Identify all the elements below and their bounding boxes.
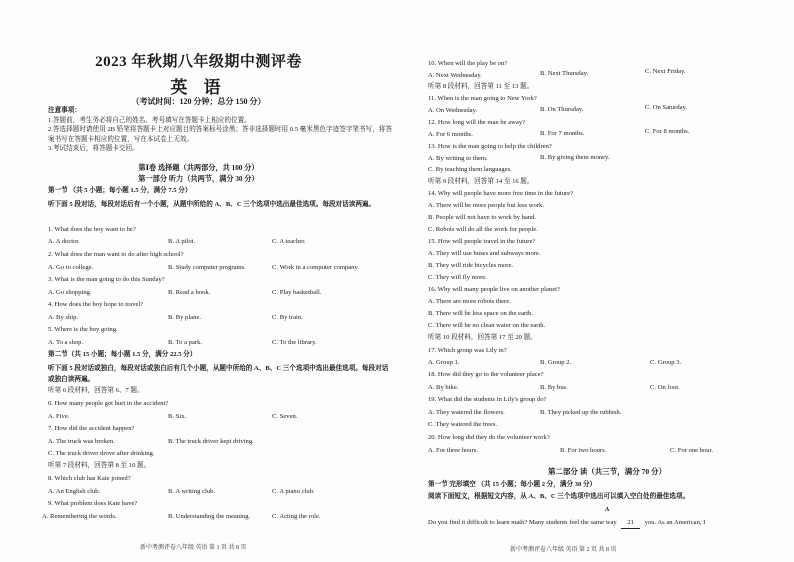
question-text: 6. How many people got hurt in the accident? — [48, 400, 169, 407]
option-c: C. Acting the role. — [272, 513, 321, 520]
question-text: 20. How long did they do the volunteer work? — [428, 434, 550, 441]
option-a: A. There will be more people but less work. — [428, 202, 544, 209]
passage-text-start: Do you find it difficult to learn math? Many students feel the same way — [428, 519, 617, 526]
section1-instructions: 听下面 5 段对话，每段对话后有一个小题，从题中所给的 A、B、C 三个选项中选出最佳选项。每段对话读两遍。 — [48, 201, 376, 208]
passage-label: A — [604, 506, 610, 513]
option-c: C. On Saturday. — [645, 104, 688, 111]
option-b: B. Read a book. — [168, 289, 211, 296]
question-text: 14. Why will people have more free time in the future? — [428, 190, 574, 197]
option-c: C. They watered the trees. — [428, 421, 498, 428]
option-c: C. They will fly more. — [428, 274, 487, 281]
option-a: A. On Wednesday. — [428, 107, 478, 114]
question-text: 16. Why will many people live on another planet? — [428, 286, 560, 293]
part2-heading: 第二部分 读（共三节，满分 70 分） — [547, 467, 667, 476]
question-text: 4. How does the boy hope to travel? — [48, 301, 144, 308]
option-b: B. Next Thursday. — [540, 70, 589, 77]
option-a: A. They will use buses and subways more. — [428, 250, 541, 257]
option-a: A. By bike. — [428, 384, 459, 391]
listening-direction: 听第 8 段材料，回答第 11 至 13 题。 — [428, 83, 534, 90]
question-text: 8. Which club has Kate joined? — [48, 475, 131, 482]
option-c: C. On foot. — [650, 384, 680, 391]
option-a: A. They watered the flowers. — [428, 409, 505, 416]
option-b: B. People will not have to work by hand. — [428, 214, 537, 221]
option-b: B. They picked up the rubbish. — [540, 409, 622, 416]
question-text: 18. How did they go to the volunteer place? — [428, 371, 544, 378]
option-c: C. To the library. — [272, 339, 317, 346]
option-c: C. Next Friday. — [645, 68, 686, 75]
question-text: 3. What is the man going to do this Sunday? — [48, 276, 165, 283]
blank-21[interactable]: 21 — [621, 519, 640, 529]
option-c: C. By teaching them languages. — [428, 166, 512, 173]
option-a: A. Go shopping. — [48, 289, 92, 296]
passage-text-end: you. As an American, I — [644, 519, 706, 526]
option-a: A. For 6 months. — [428, 131, 473, 138]
exam-title: 2023 年秋期八年级期中测评卷 — [95, 54, 302, 70]
option-b: B. The truck driver kept driving. — [168, 438, 254, 445]
listening-direction: 听第 6 段材料，回答第 6、7 题。 — [48, 387, 144, 394]
listening-direction: 听第 10 段材料，回答第 17 至 20 题。 — [428, 334, 537, 341]
question-text: 12. How long will the man be away? — [428, 119, 526, 126]
option-c: C. A piano club. — [272, 488, 315, 495]
option-c: C. Seven. — [272, 413, 298, 420]
section1-title: 第一节 （共 5 小题；每小题 1.5 分，满分 7.5 分） — [48, 187, 192, 194]
section2-title: 第二节（共 15 小题；每小题 1.5 分，满分 22.5 分） — [48, 351, 197, 358]
question-text: 17. Which group was Lily in? — [428, 347, 507, 354]
option-b: B. For 7 months. — [540, 130, 585, 137]
question-text: 13. How is the man going to help the children? — [428, 143, 552, 150]
notice-item: 2.答选择题时请使用 2B 铅笔将答题卡上对应题目的答案标号涂黑；答非选择题时用 0.5 毫米黑色字迹签字笔书写，将答案书写在答题卡相应的位置，写在本试卷上无效。 — [48, 126, 392, 143]
option-c: C. For one hour. — [670, 447, 714, 454]
option-a: A. Next Wednesday. — [428, 72, 482, 79]
question-text: 1. What does the boy want to be? — [48, 226, 136, 233]
option-c: C. A teacher. — [272, 238, 306, 245]
option-a: A. An English club. — [48, 488, 101, 495]
cloze-instructions: 阅读下面短文，根据短文内容，从 A、B、C 三个选项中选出可以填入空白处的最佳选项。 — [428, 493, 690, 500]
notice-heading: 注意事项： — [48, 107, 81, 114]
page-footer: 新中考测评卷八年级 英语 第 1 页 共 8 页 — [140, 545, 247, 551]
option-a: A. By writing to them. — [428, 155, 488, 162]
part-heading: 第一部分 听力（共两节，满分 30 分） — [138, 175, 259, 183]
option-b: B. By plane. — [168, 314, 201, 321]
option-c: C. Group 3. — [650, 359, 682, 366]
option-c: C. Robots will do all the work for people. — [428, 226, 538, 233]
option-b: B. Study computer programs. — [168, 264, 246, 271]
question-text: 15. How will people travel in the future? — [428, 238, 536, 245]
notice-block — [48, 106, 398, 154]
question-text: 11. When is the man going to New York? — [428, 95, 537, 102]
listening-direction: 听第 9 段材料，回答第 14 至 16 题。 — [428, 178, 534, 185]
option-c: C. There will be no clean water on the earth. — [428, 322, 546, 329]
question-text: 19. What did the students in Lily's group do? — [428, 396, 547, 403]
option-b: B. A pilot. — [168, 238, 196, 245]
cloze-section-title: 第一节 完形填空 （共 15 小题；每小题 2 分，满分 30 分） — [428, 481, 597, 488]
option-a: A. Remembering the words. — [42, 513, 117, 520]
exam-meta: （考试时间：120 分钟；总分 150 分） — [131, 97, 266, 106]
exam-subject: 英 语 — [170, 78, 227, 97]
question-text: 5. Where is the boy going. — [48, 326, 118, 333]
passage-text — [428, 519, 705, 529]
question-text: 10. When will the play be on? — [428, 60, 508, 67]
option-b: B. By bus. — [540, 384, 568, 391]
question-text: 7. How did the accident happen? — [48, 425, 135, 432]
option-a: A. Go to college. — [48, 264, 94, 271]
option-a: A. Group 1. — [428, 359, 460, 366]
option-b: B. To a park. — [168, 339, 203, 346]
listening-direction: 听第 7 段材料，回答第 8 至 10 题。 — [48, 462, 151, 469]
option-a: A. A doctor. — [48, 238, 80, 245]
option-a: A. The truck was broken. — [48, 438, 115, 445]
option-b: B. For two hours. — [560, 447, 607, 454]
option-b: B. A writing club. — [168, 488, 216, 495]
question-text: 9. What problem does Kate have? — [48, 500, 138, 507]
option-b: B. On Thursday. — [540, 106, 584, 113]
option-c: C. For 8 months. — [645, 128, 690, 135]
option-c: C. Work in a computer company. — [272, 264, 359, 271]
option-c: C. The truck driver drove after drinking. — [48, 450, 155, 457]
notice-item: 3.考试结束后，将答题卡交回。 — [48, 145, 139, 153]
option-b: B. Six. — [168, 413, 187, 420]
option-a: A. For three hours. — [428, 447, 478, 454]
option-b: B. They will ride bicycles more. — [428, 262, 514, 269]
option-c: C. Play basketball. — [272, 289, 322, 296]
option-a: A. There are more robots there. — [428, 298, 511, 305]
option-b: B. Understanding the meaning. — [168, 513, 251, 520]
section2-instructions: 听下面 5 段对话或独白，每段对话或独白后有几个小题，从题中所给的 A、B、C 三个选项中选出最佳选项。每段对话或独白读两遍。 — [48, 365, 389, 383]
option-a: A. By ship. — [48, 314, 79, 321]
option-b: B. There will be less space on the earth. — [428, 310, 533, 317]
volume-heading: 第Ⅰ卷 选择题（共两部分，共 100 分） — [138, 164, 259, 172]
right-page — [420, 0, 794, 562]
option-c: C. By train. — [272, 314, 303, 321]
question-text: 2. What does the man want to do after high school? — [48, 251, 184, 258]
option-a: A. Five. — [48, 413, 70, 420]
page-footer: 新中考测评卷八年级 英语 第 2 页 共 8 页 — [510, 547, 617, 553]
option-b: B. By giving them money. — [540, 154, 610, 161]
option-a: A. To a shop. — [48, 339, 84, 346]
option-b: B. Group 2. — [540, 359, 572, 366]
notice-item: 1.答题前，考生务必将自己的姓名、考号填写在答题卡上相应的位置。 — [48, 116, 251, 124]
